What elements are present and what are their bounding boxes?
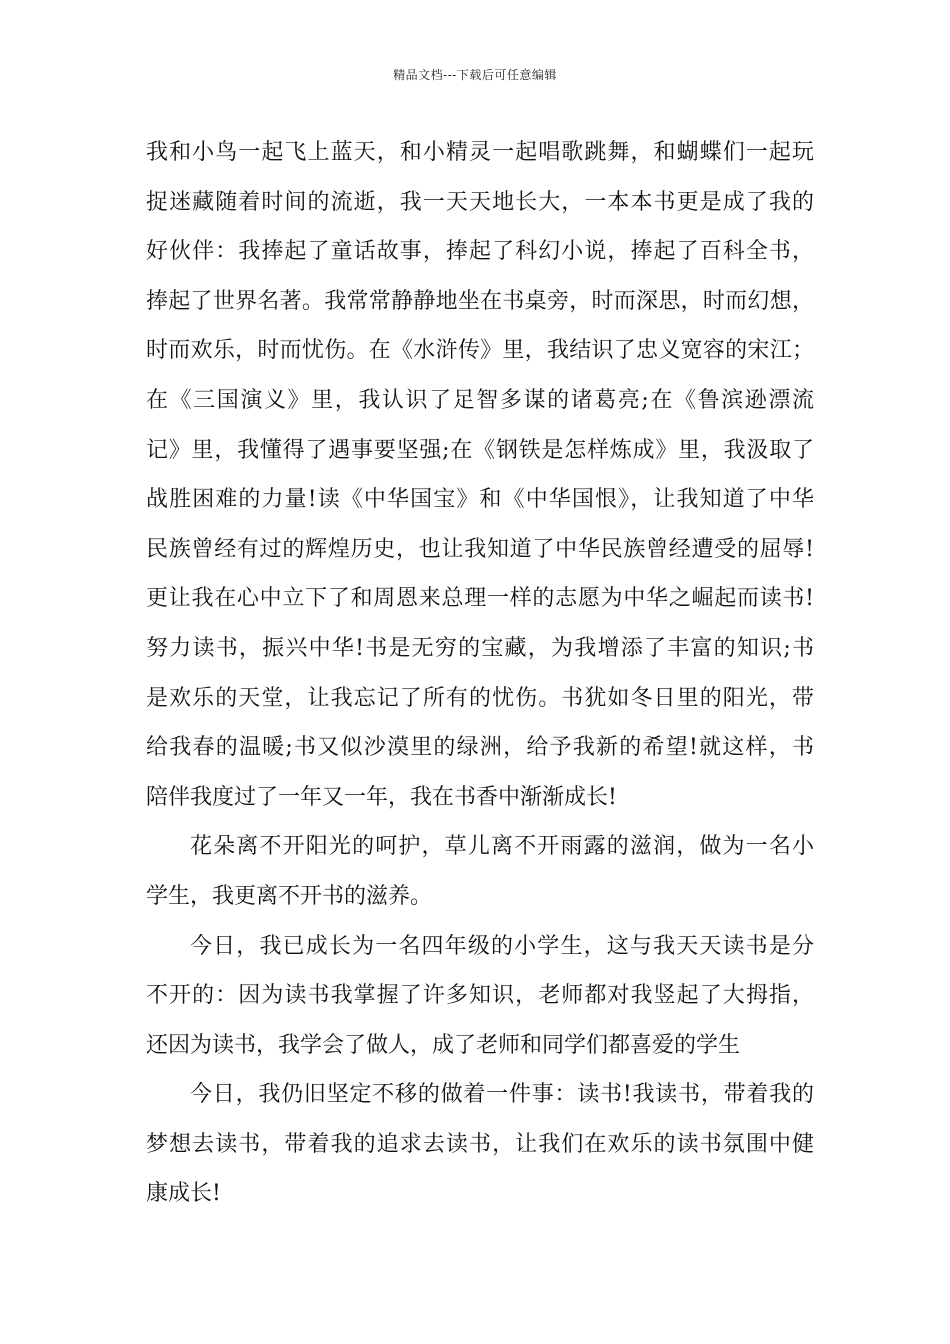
text-line: 战胜困难的力量!读《中华国宝》和《中华国恨》，让我知道了中华 bbox=[146, 487, 814, 513]
text-line: 梦想去读书，带着我的追求去读书，让我们在欢乐的读书氛围中健 bbox=[146, 1131, 814, 1157]
text-line: 今日，我已成长为一名四年级的小学生，这与我天天读书是分 bbox=[190, 933, 814, 959]
text-line: 更让我在心中立下了和周恩来总理一样的志愿为中华之崛起而读书! bbox=[146, 586, 814, 612]
text-line: 记》里，我懂得了遇事要坚强;在《钢铁是怎样炼成》里，我汲取了 bbox=[146, 437, 814, 463]
text-line: 学生，我更离不开书的滋养。 bbox=[146, 883, 433, 909]
text-line: 陪伴我度过了一年又一年，我在书香中渐渐成长! bbox=[146, 784, 617, 810]
text-line: 我和小鸟一起飞上蓝天，和小精灵一起唱歌跳舞，和蝴蝶们一起玩 bbox=[146, 140, 814, 165]
text-line: 努力读书，振兴中华!书是无穷的宝藏，为我增添了丰富的知识;书 bbox=[146, 635, 814, 661]
text-line: 今日，我仍旧坚定不移的做着一件事：读书!我读书，带着我的 bbox=[190, 1082, 814, 1108]
body-text bbox=[146, 128, 814, 1219]
text-line: 给我春的温暖;书又似沙漠里的绿洲，给予我新的希望!就这样，书 bbox=[146, 735, 814, 761]
text-line: 民族曾经有过的辉煌历史，也让我知道了中华民族曾经遭受的屈辱! bbox=[146, 536, 814, 562]
text-line: 在《三国演义》里，我认识了足智多谋的诸葛亮;在《鲁滨逊漂流 bbox=[146, 387, 814, 413]
page-header: 精品文档---下载后可任意编辑 bbox=[393, 68, 557, 82]
text-line: 康成长! bbox=[146, 1181, 221, 1207]
text-line: 好伙伴：我捧起了童话故事，捧起了科幻小说，捧起了百科全书， bbox=[146, 239, 814, 265]
text-line: 还因为读书，我学会了做人，成了老师和同学们都喜爱的学生 bbox=[146, 1032, 741, 1058]
text-line: 不开的：因为读书我掌握了许多知识，老师都对我竖起了大拇指， bbox=[146, 983, 814, 1009]
text-line: 捧起了世界名著。我常常静静地坐在书桌旁，时而深思，时而幻想， bbox=[146, 288, 814, 314]
text-line: 时而欢乐，时而忧伤。在《水浒传》里，我结识了忠义宽容的宋江； bbox=[146, 338, 814, 364]
text-line: 是欢乐的天堂，让我忘记了所有的忧伤。书犹如冬日里的阳光，带 bbox=[146, 685, 814, 711]
text-line: 捉迷藏随着时间的流逝，我一天天地长大，一本本书更是成了我的 bbox=[146, 189, 814, 215]
text-line: 花朵离不开阳光的呵护，草儿离不开雨露的滋润，做为一名小 bbox=[190, 834, 814, 860]
